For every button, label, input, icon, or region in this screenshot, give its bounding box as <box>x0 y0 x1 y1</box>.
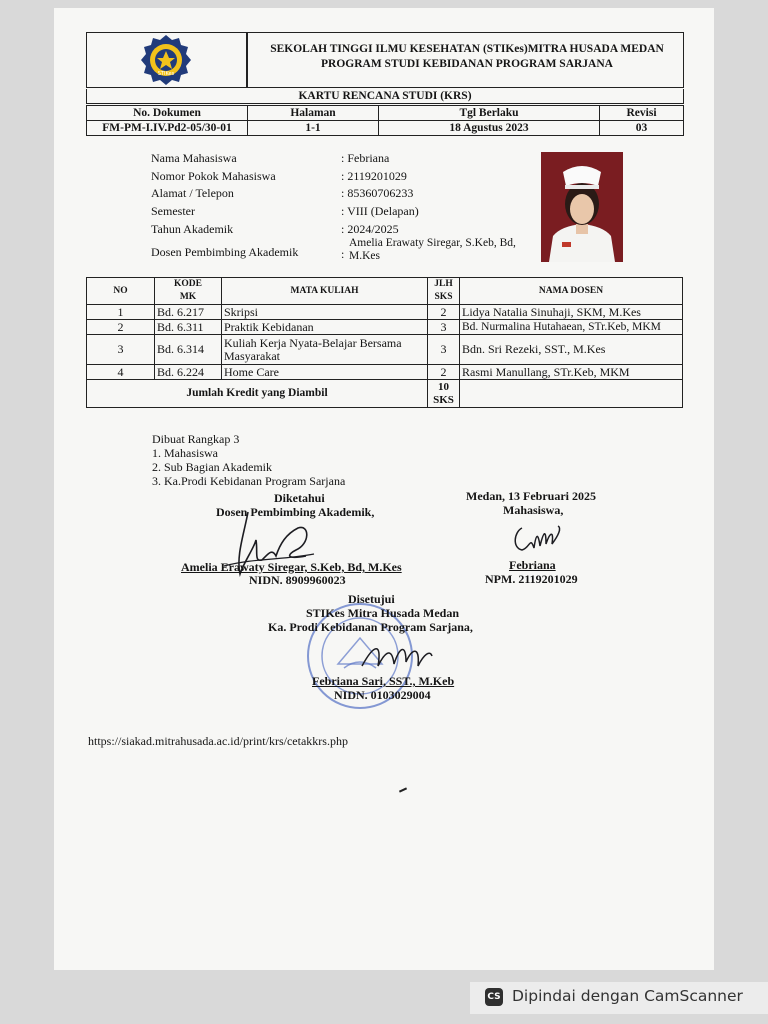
print-url: https://siakad.mitrahusada.ac.id/print/krs/cetakkrs.php <box>88 734 348 748</box>
document-info-value-row <box>87 121 684 136</box>
doc-header-no-dokumen: No. Dokumen <box>87 106 248 121</box>
label-alamat: Alamat / Telepon <box>151 186 234 201</box>
cell-no: 1 <box>87 305 155 320</box>
cell-no: 4 <box>87 365 155 380</box>
cell-no: 2 <box>87 320 155 335</box>
mid-sign-name: Febriana Sari, SST., M.Keb <box>312 674 455 688</box>
value-alamat: : 85360706233 <box>341 186 414 201</box>
school-line-1: SEKOLAH TINGGI ILMU KESEHATAN (STIKes)MITRA HUSADA MEDAN <box>270 43 664 55</box>
right-sign-date: Medan, 13 Februari 2025 <box>466 489 596 503</box>
label-tahun: Tahun Akademik <box>151 221 234 236</box>
label-dosen: Dosen Pembimbing Akademik <box>151 245 299 260</box>
value-semester: : VIII (Delapan) <box>341 204 419 219</box>
school-name <box>250 42 684 72</box>
doc-header-revisi: Revisi <box>600 106 684 121</box>
school-line-2: PROGRAM STUDI KEBIDANAN PROGRAM SARJANA <box>321 58 613 70</box>
col-kode-line1: KODE <box>174 279 202 289</box>
document-info-table <box>86 105 684 136</box>
header-divider <box>246 32 248 88</box>
course-table <box>86 277 683 408</box>
cell-no: 3 <box>87 335 155 365</box>
cell-kode: Bd. 6.311 <box>155 320 222 335</box>
mid-sign-title-3: Ka. Prodi Kebidanan Program Sarjana, <box>268 620 473 634</box>
student-photo <box>541 152 623 262</box>
label-npm: Nomor Pokok Mahasiswa <box>151 168 276 183</box>
cell-dosen: Lidya Natalia Sinuhaji, SKM, M.Kes <box>460 305 683 320</box>
copies-title: Dibuat Rangkap 3 <box>152 432 240 446</box>
right-sign-name: Febriana <box>509 558 556 572</box>
camscanner-icon: CS <box>485 988 503 1006</box>
table-row <box>87 335 683 365</box>
total-row <box>87 380 683 408</box>
table-row <box>87 320 683 335</box>
cell-mata-kuliah: Kuliah Kerja Nyata-Belajar Bersama Masyarakat <box>222 335 428 365</box>
right-sign-title: Mahasiswa, <box>503 503 564 517</box>
total-value <box>428 380 460 408</box>
mid-sign-title-2: STIKes Mitra Husada Medan <box>306 606 460 620</box>
doc-value-no-dokumen: FM-PM-I.IV.Pd2-05/30-01 <box>87 121 248 136</box>
copies-item-2: 2. Sub Bagian Akademik <box>152 460 272 474</box>
col-kode-line2: MK <box>179 292 197 302</box>
document-title: KARTU RENCANA STUDI (KRS) <box>86 89 684 104</box>
camscanner-text: Dipindai dengan CamScanner <box>512 987 743 1005</box>
school-logo-icon <box>138 34 194 86</box>
course-header-row <box>87 278 683 305</box>
mid-signature-icon <box>356 636 436 678</box>
table-row <box>87 305 683 320</box>
left-sign-title-1: Diketahui <box>274 491 325 505</box>
left-sign-title-2: Dosen Pembimbing Akademik, <box>216 505 375 519</box>
right-signature-icon <box>508 522 568 556</box>
table-row <box>87 365 683 380</box>
copies-item-1: 1. Mahasiswa <box>152 446 218 460</box>
cell-mata-kuliah: Skripsi <box>222 305 428 320</box>
total-sks-number: 10 <box>438 380 449 393</box>
cell-sks: 2 <box>428 365 460 380</box>
doc-value-tgl-berlaku: 18 Agustus 2023 <box>379 121 600 136</box>
right-sign-id: NPM. 2119201029 <box>485 572 578 586</box>
value-dosen-colon: : <box>341 247 345 262</box>
label-nama: Nama Mahasiswa <box>151 151 237 165</box>
cell-sks: 2 <box>428 305 460 320</box>
label-semester: Semester <box>151 204 195 219</box>
cell-dosen: Bdn. Sri Rezeki, SST., M.Kes <box>460 335 683 365</box>
doc-header-tgl-berlaku: Tgl Berlaku <box>379 106 600 121</box>
doc-value-revisi: 03 <box>600 121 684 136</box>
document-info-header-row <box>87 106 684 121</box>
value-nama: : Febriana <box>341 151 390 165</box>
value-dosen-line1: Amelia Erawaty Siregar, S.Keb, Bd, <box>349 237 516 250</box>
doc-value-halaman: 1-1 <box>248 121 379 136</box>
value-tahun: : 2024/2025 <box>341 221 399 236</box>
mid-sign-title-1: Disetujui <box>348 592 395 606</box>
left-sign-name: Amelia Erawaty Siregar, S.Keb, Bd, M.Kes <box>181 560 402 574</box>
col-nama-dosen: NAMA DOSEN <box>460 278 683 305</box>
cell-dosen: Rasmi Manullang, STr.Keb, MKM <box>460 365 683 380</box>
cell-kode: Bd. 6.217 <box>155 305 222 320</box>
cell-mata-kuliah: Praktik Kebidanan <box>222 320 428 335</box>
col-kode <box>155 278 222 305</box>
cell-dosen: Bd. Nurmalina Hutahaean, STr.Keb, MKM <box>460 320 683 335</box>
cell-kode: Bd. 6.224 <box>155 365 222 380</box>
copies-item-3: 3. Ka.Prodi Kebidanan Program Sarjana <box>152 474 346 488</box>
col-sks-line2: SKS <box>434 292 453 302</box>
left-sign-id: NIDN. 8909960023 <box>249 573 346 587</box>
col-sks-line1: JLH <box>434 279 453 289</box>
value-dosen-line2: M.Kes <box>349 250 380 263</box>
col-sks <box>428 278 460 305</box>
logo-text: STIKes <box>157 71 175 77</box>
col-no: NO <box>87 278 155 305</box>
cell-kode: Bd. 6.314 <box>155 335 222 365</box>
cell-sks: 3 <box>428 320 460 335</box>
cell-sks: 3 <box>428 335 460 365</box>
col-mata-kuliah: MATA KULIAH <box>222 278 428 305</box>
cell-mata-kuliah: Home Care <box>222 365 428 380</box>
mid-sign-id: NIDN. 0103029004 <box>334 688 431 702</box>
total-label: Jumlah Kredit yang Diambil <box>87 380 428 408</box>
total-sks-unit: SKS <box>433 393 454 406</box>
total-empty-cell <box>460 380 683 408</box>
value-npm: : 2119201029 <box>341 168 407 183</box>
doc-header-halaman: Halaman <box>248 106 379 121</box>
value-dosen <box>349 237 516 263</box>
